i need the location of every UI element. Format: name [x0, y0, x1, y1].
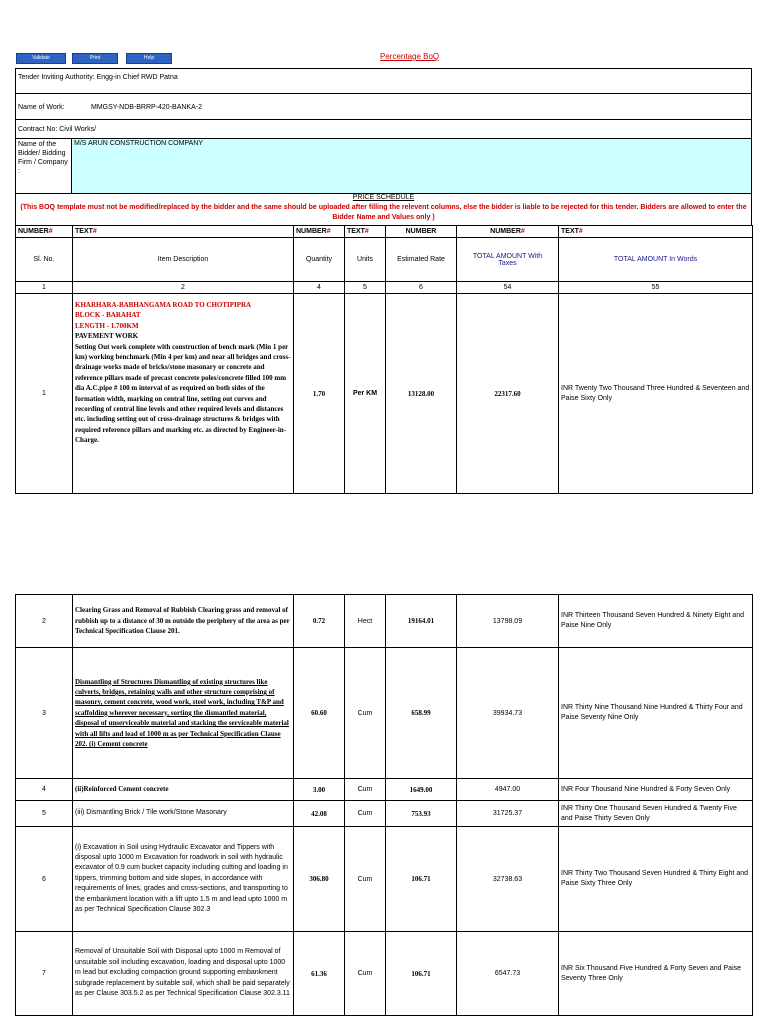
name-of-work-label: Name of Work: — [18, 104, 65, 111]
header-quantity: Quantity — [294, 238, 345, 282]
row-rate: 753.93 — [386, 801, 457, 827]
coltype-1: NUMBER# — [16, 226, 73, 238]
tender-authority: Tender Inviting Authority: Engg-in Chief RWD Patna — [18, 74, 178, 81]
row-amount: 39934.73 — [457, 648, 559, 779]
coltype-2: TEXT# — [73, 226, 294, 238]
row-sl: 7 — [16, 932, 73, 1016]
bidder-label: Name of the Bidder/ Bidding Firm / Company : — [18, 141, 68, 175]
contract-no-row — [15, 119, 752, 139]
coltype-3: NUMBER# — [294, 226, 345, 238]
schedule-warning: (This BOQ template must not be modified/replaced by the bidder and the same should be uploaded after filling the relevent columns, else the bidder is liable to be rejected for this tender. Bidders are allowed to enter the Bidder Name and Values only ) — [20, 204, 747, 221]
header-item-description: Item Description — [73, 238, 294, 282]
table-row — [16, 932, 753, 1016]
row-amount: 22317.60 — [457, 294, 559, 494]
row-rate: 1649.00 — [386, 779, 457, 801]
coltype-4: TEXT# — [345, 226, 386, 238]
row-amount: 4947.00 — [457, 779, 559, 801]
row-sl: 4 — [16, 779, 73, 801]
row-amount-words: INR Four Thousand Nine Hundred & Forty Seven Only — [559, 779, 753, 801]
coltype-7: TEXT# — [559, 226, 753, 238]
page-title: Percentage BoQ — [380, 52, 440, 61]
table-row — [16, 648, 753, 779]
coltype-6: NUMBER# — [457, 226, 559, 238]
column-header-row — [16, 238, 753, 282]
row-amount: 6547.73 — [457, 932, 559, 1016]
validate-button[interactable]: Validate — [16, 53, 66, 64]
row-rate: 658.99 — [386, 648, 457, 779]
table-row — [16, 595, 753, 648]
colnum-4: 5 — [345, 282, 386, 294]
row-rate: 106.71 — [386, 932, 457, 1016]
road-heading-1: KHARHARA-BABHANGAMA ROAD TO CHOTIPIPRA — [75, 301, 252, 309]
name-of-work-row — [15, 93, 752, 120]
tender-authority-row — [15, 68, 752, 94]
row-description: Clearing Grass and Removal of Rubbish Clearing grass and removal of rubbish up to a distance of 30 m outside the periphery of the area as per Technical Specification Clause 201. — [73, 595, 294, 648]
bidder-name-value: M/S ARUN CONSTRUCTION COMPANY — [74, 140, 203, 147]
row-quantity: 1.70 — [294, 294, 345, 494]
help-button[interactable]: Help — [126, 53, 172, 64]
row-amount-words: INR Thirty One Thousand Seven Hundred & Twenty Five and Paise Thirty Seven Only — [559, 801, 753, 827]
row-description: Removal of Unsuitable Soil with Disposal upto 1000 m Removal of unsuitable soil including excavation, loading and disposal upto 1000 m lead but excluding compaction ground supporting embankment subgrade replacement by suitable soil, which shall be paid separately as per Clause 303.5.2 as per Technical Specification Clause 302.3.11 — [73, 932, 294, 1016]
row-rate: 13128.00 — [386, 294, 457, 494]
row-amount-words: INR Thirteen Thousand Seven Hundred & Ninety Eight and Paise Nine Only — [559, 595, 753, 648]
item-body: Setting Out work complete with construction of bench mark (Min 1 per km) working benchmark (Min 4 per km) and near all bridges and cross-drainage works made of bricks/stone masonary or concrete and reference pillars made of precast concrete poles/concrete filled 100 mm dia A.C.pipe # 100 m interval of as required on both sides of the formation width, marking on central line, setting out curves and recording of central line levels and other required levels and distances etc. including setting out of cross-drainage structures & bridges with required reference pillars and marking etc. as directed by Engineer-in-Charge. — [75, 342, 291, 445]
row-amount-words: INR Thirty Two Thousand Seven Hundred & Thirty Eight and Paise Sixty Three Only — [559, 827, 753, 932]
row-quantity: 0.72 — [294, 595, 345, 648]
boq-table-bottom — [15, 594, 753, 1016]
row-units: Cum — [345, 932, 386, 1016]
contract-no: Contract No: Civil Works/ — [18, 126, 97, 133]
header-sl-no: Sl. No. — [16, 238, 73, 282]
row-units: Cum — [345, 779, 386, 801]
row-description: (ii)Reinforced Cement concrete — [73, 779, 294, 801]
row-units: Cum — [345, 801, 386, 827]
row-sl: 5 — [16, 801, 73, 827]
colnum-7: 55 — [559, 282, 753, 294]
row-description: (i) Excavation in Soil using Hydraulic Excavator and Tippers with disposal upto 1000 m Excavation for roadwork in soil with hydraulic excavator of 0.9 cum bucket capacity including cutting and loading in tippers, trimming bottom and side slopes, in accordance with requirements of lines, grades and cross-sections, and transporting to the embankment location with a lift upto 1.5 m and lead upto 1000 m as per Technical Specification Clause 302.3 — [73, 827, 294, 932]
row-quantity: 60.60 — [294, 648, 345, 779]
row-quantity: 42.08 — [294, 801, 345, 827]
road-heading-2: BLOCK - BARAHAT — [75, 311, 141, 320]
row-description: (iii) Dismantling Brick / Tile work/Stone Masonary — [73, 801, 294, 827]
bidder-row — [15, 138, 752, 194]
row-description — [73, 294, 294, 494]
road-subheading: PAVEMENT WORK — [75, 332, 139, 341]
row-description: Dismantling of Structures Dismantling of existing structures like culverts, bridges, retaining walls and other structure comprising of masonry, cement concrete, wood work, steel work, including T&P and scaffolding wherever necessary, sorting the dismantled material, disposal of unserviceable material and stacking the serviceable material with all lifts and lead of 1000 m as per Technical Specification Clause 202. (i) Cement concrete — [73, 648, 294, 779]
row-units: Hect — [345, 595, 386, 648]
print-button[interactable]: Print — [72, 53, 118, 64]
row-amount: 32738.63 — [457, 827, 559, 932]
colnum-2: 2 — [73, 282, 294, 294]
colnum-6: 54 — [457, 282, 559, 294]
row-sl: 3 — [16, 648, 73, 779]
row-quantity: 3.00 — [294, 779, 345, 801]
row-sl: 1 — [16, 294, 73, 494]
table-row — [16, 801, 753, 827]
row-sl: 6 — [16, 827, 73, 932]
row-quantity: 61.36 — [294, 932, 345, 1016]
row-amount: 31725.37 — [457, 801, 559, 827]
header-total-amount-taxes: TOTAL AMOUNT With Taxes — [457, 238, 559, 282]
row-units: Cum — [345, 827, 386, 932]
row-rate: 106.71 — [386, 827, 457, 932]
row-units: Per KM — [345, 294, 386, 494]
row-rate: 19164.01 — [386, 595, 457, 648]
row-amount-words: INR Thirty Nine Thousand Nine Hundred & Thirty Four and Paise Seventy Nine Only — [559, 648, 753, 779]
row-amount-words: INR Six Thousand Five Hundred & Forty Seven and Paise Seventy Three Only — [559, 932, 753, 1016]
road-heading-3: LENGTH - 1.700KM — [75, 321, 139, 330]
header-estimated-rate: Estimated Rate — [386, 238, 457, 282]
boq-table-top — [15, 225, 753, 494]
row-units: Cum — [345, 648, 386, 779]
bidder-name-field[interactable] — [71, 139, 751, 193]
header-units: Units — [345, 238, 386, 282]
row-quantity: 306.80 — [294, 827, 345, 932]
header-total-amount-words: TOTAL AMOUNT In Words — [559, 238, 753, 282]
row-sl: 2 — [16, 595, 73, 648]
table-row — [16, 827, 753, 932]
row-amount: 13798.09 — [457, 595, 559, 648]
table-row — [16, 779, 753, 801]
schedule-title: PRICE SCHEDULE — [352, 194, 415, 201]
name-of-work-value: MMGSY-NDB-BRRP-420-BANKA-2 — [91, 104, 202, 111]
column-number-row — [16, 282, 753, 294]
colnum-5: 6 — [386, 282, 457, 294]
table-row — [16, 294, 753, 494]
colnum-3: 4 — [294, 282, 345, 294]
column-type-row — [16, 226, 753, 238]
coltype-5: NUMBER — [386, 226, 457, 238]
row-amount-words: INR Twenty Two Thousand Three Hundred & Seventeen and Paise Sixty Only — [559, 294, 753, 494]
colnum-1: 1 — [16, 282, 73, 294]
schedule-notice — [15, 193, 752, 226]
